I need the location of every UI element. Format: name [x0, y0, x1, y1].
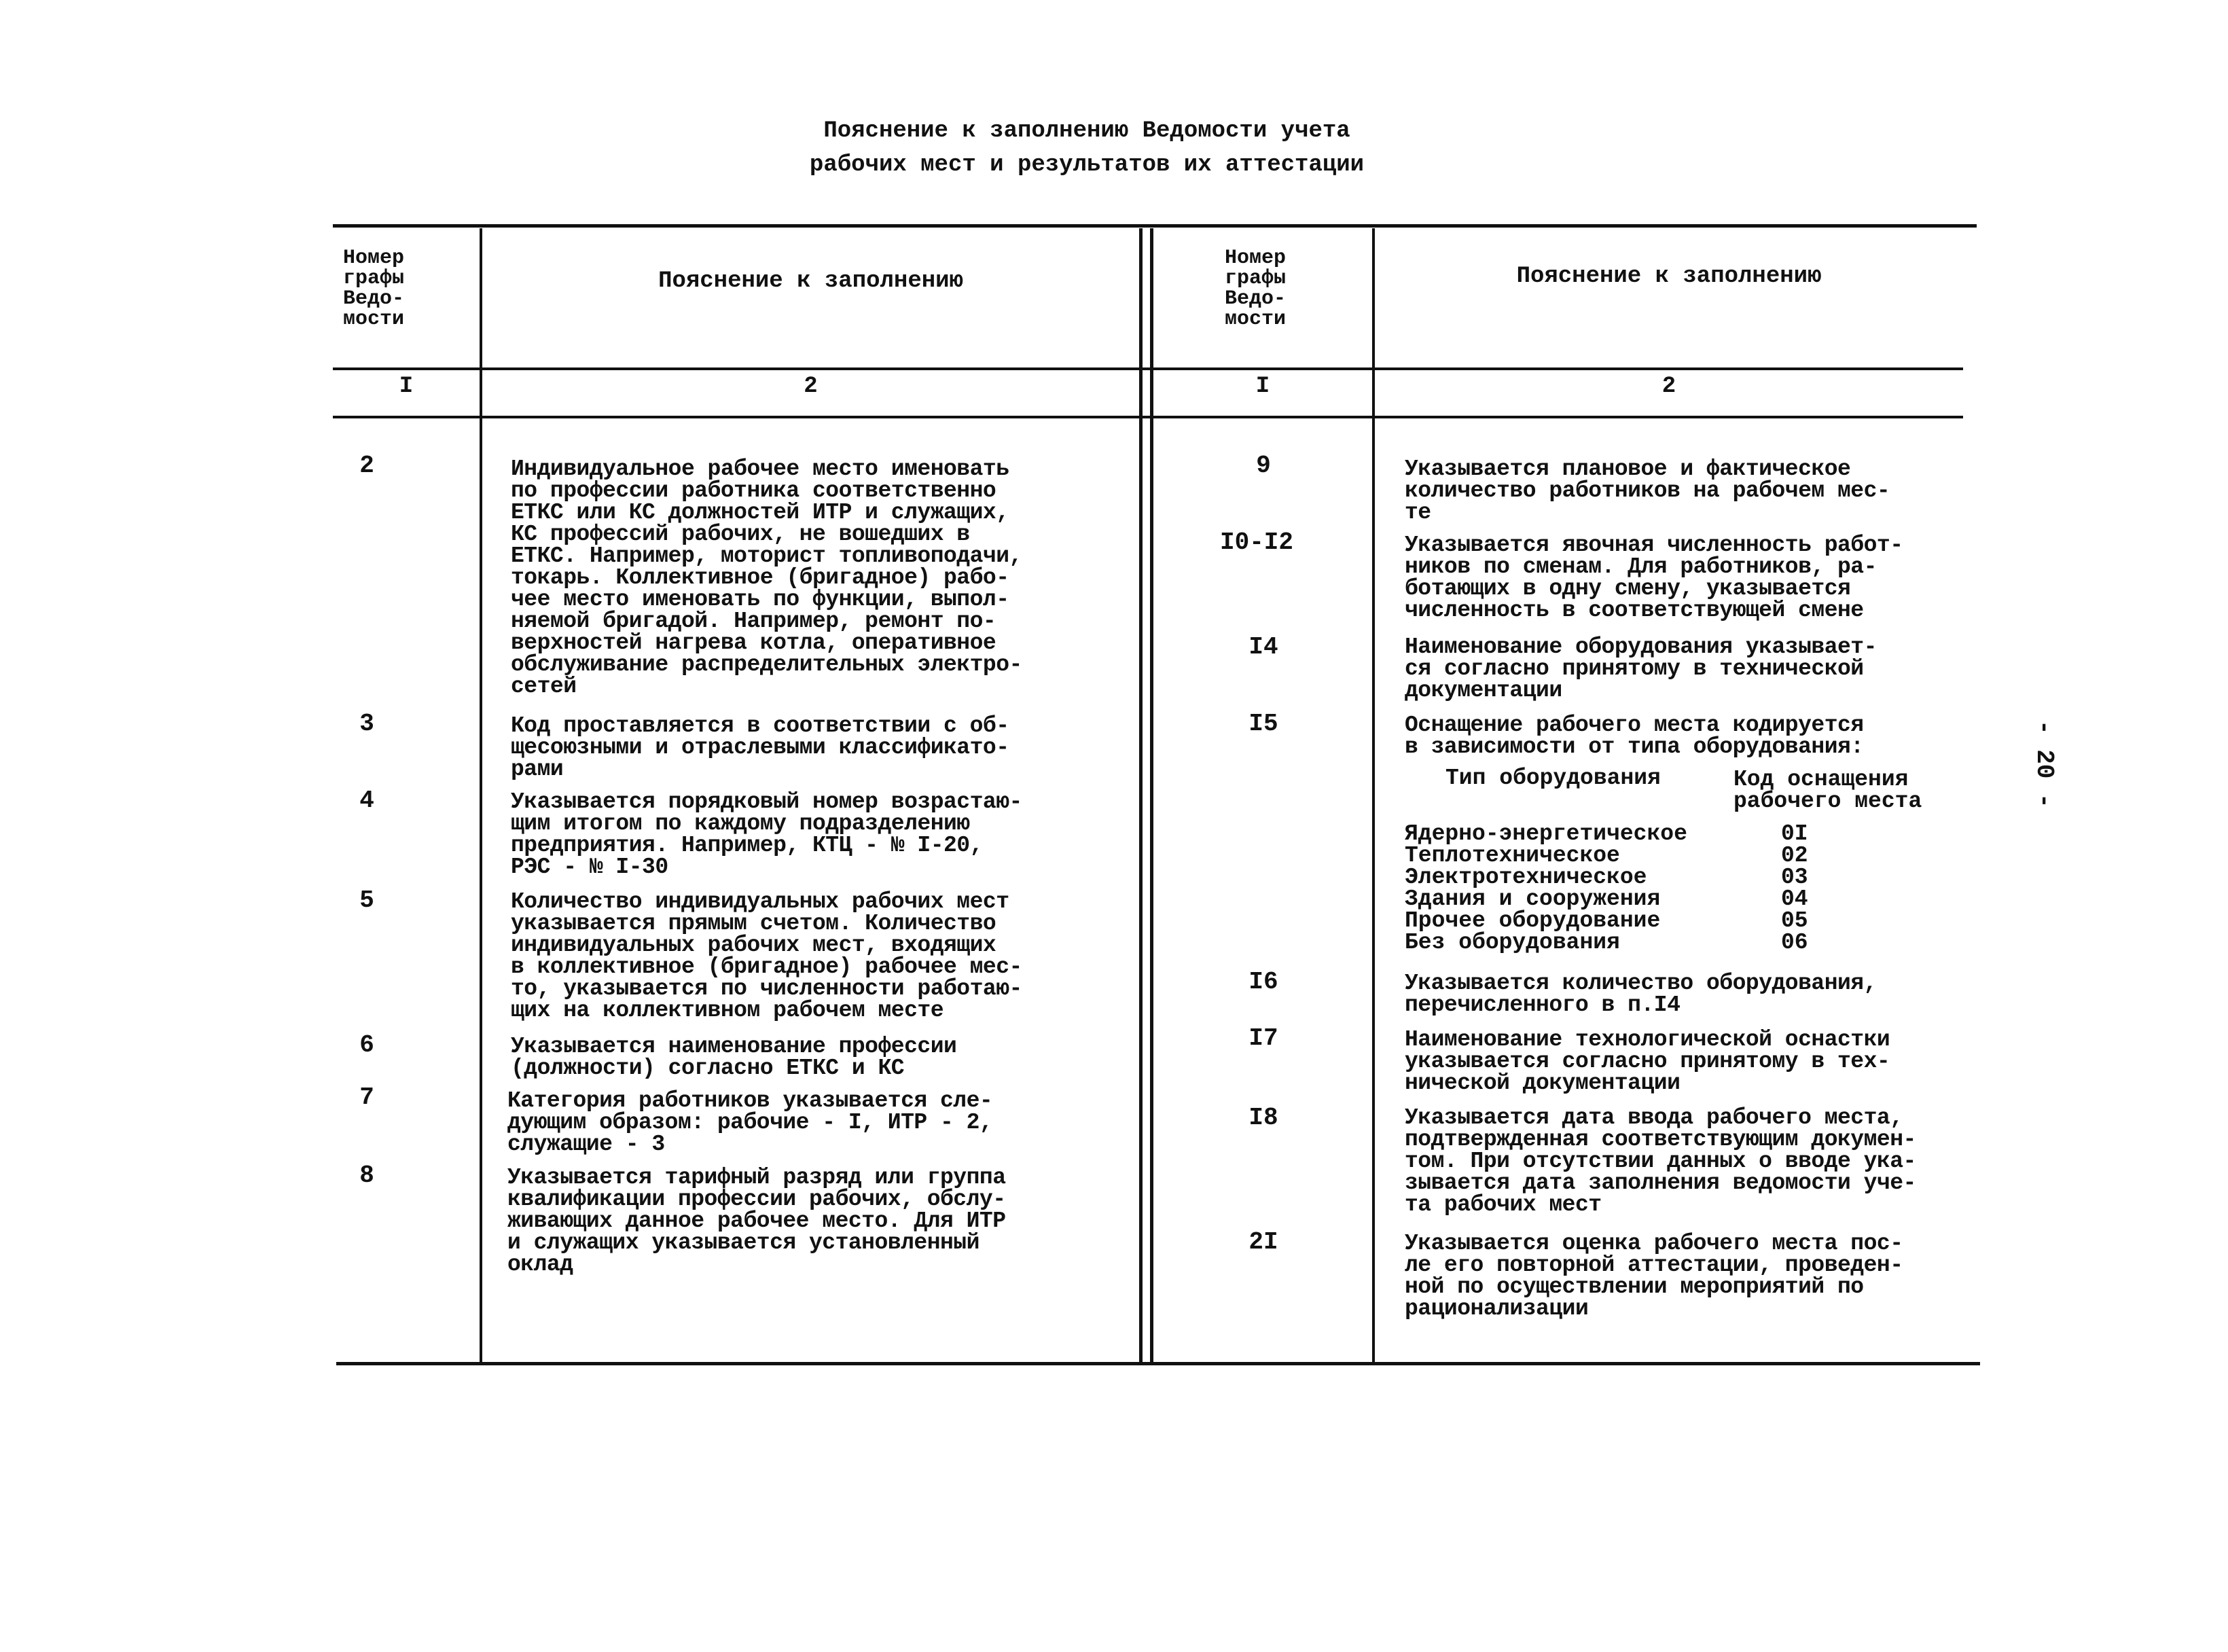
document-title-line-1: Пояснение к заполнению Ведомости учета: [823, 118, 1350, 144]
row-explanation: Количество индивидуальных рабочих мест указывается прямым счетом. Количество индивидуальных рабочих мест, входящих в коллективное (бригадное) рабочее мес- то, указывается по численности работаю- щих на коллективном рабочем месте: [511, 889, 1022, 1023]
header-explanation-right: Пояснение к заполнению: [1516, 264, 1822, 289]
row-explanation: Оснащение рабочего места кодируется в зависимости от типа оборудования:: [1405, 713, 1864, 759]
column-number-2-right: 2: [1661, 374, 1676, 399]
row-number: I7: [1248, 1024, 1278, 1052]
table-bottom-rule: [336, 1362, 1980, 1365]
equipment-type: Электротехническое: [1405, 865, 1647, 890]
equipment-code: 02: [1781, 843, 1808, 868]
row-explanation: Указывается тарифный разряд или группа квалификации профессии рабочих, обслу- живающих данное рабочее место. Для ИТР и служащих указывается установленный оклад: [507, 1165, 1006, 1277]
equipment-code: 0I: [1781, 821, 1808, 846]
row-number: 5: [359, 886, 374, 914]
row-explanation: Код проставляется в соответствии с об- щесоюзными и отраслевыми классификато- рами: [511, 713, 1009, 782]
row-explanation: Указывается оценка рабочего места пос- ле его повторной аттестации, проведен- ной по осуществлении мероприятий по рационализации: [1405, 1231, 1903, 1321]
row-number: 9: [1256, 452, 1271, 480]
row-number: 2I: [1248, 1228, 1278, 1256]
equipment-code-header: Код оснащения рабочего места: [1733, 767, 1922, 814]
row-number: 8: [359, 1162, 374, 1189]
row-explanation: Указывается явочная численность работ- ников по сменам. Для работников, ра- ботающих в одну смену, указывается численность в соответствующей смене: [1405, 533, 1903, 623]
equipment-type: Теплотехническое: [1405, 843, 1620, 868]
equipment-type: Ядерно-энергетическое: [1405, 821, 1687, 846]
row-number: 4: [359, 787, 374, 814]
column-number-1-right: I: [1255, 374, 1270, 399]
table-top-rule: [333, 224, 1977, 228]
row-number: 2: [359, 452, 374, 480]
row-number: I5: [1248, 710, 1278, 738]
header-column-number-left: Номер графы Ведо- мости: [343, 247, 405, 331]
document-title-line-2: рабочих мест и результатов их аттестации: [809, 152, 1365, 178]
equipment-type: Здания и сооружения: [1405, 886, 1661, 912]
row-explanation: Указывается дата ввода рабочего места, подтвержденная соответствующим докумен- том. При отсутствии данных о вводе ука- зывается дата заполнения ведомости уче- та рабочих мест: [1405, 1105, 1916, 1217]
row-number: I4: [1248, 633, 1278, 661]
equipment-type: Без оборудования: [1405, 930, 1620, 955]
column-number-separator: [333, 416, 1963, 418]
column-number-1-left: I: [399, 374, 414, 399]
header-column-number-right: Номер графы Ведо- мости: [1225, 247, 1287, 331]
row-number: 6: [359, 1031, 374, 1059]
row-explanation: Указывается порядковый номер возрастаю- щим итогом по каждому подразделению предприятия. Например, КТЦ - № I-20, РЭС - № I-30: [511, 789, 1022, 880]
row-number: 7: [359, 1083, 374, 1111]
page-number: - 20 -: [2030, 720, 2058, 808]
row-explanation: Индивидуальное рабочее место именовать по профессии работника соответственно ЕТКС или КС должностей ИТР и служащих, КС профессий рабочих, не вошедших в ЕТКС. Например, моторист топливоподачи, токарь. Коллективное (бригадное) рабо- чее место именовать по функции, выпол- няемой бригадой. Например, ремонт по- верхностей нагрева котла, оперативное обслуживание распределительных электро- сетей: [511, 456, 1022, 699]
equipment-type-header: Тип оборудования: [1445, 766, 1661, 791]
equipment-code: 04: [1781, 886, 1808, 912]
header-separator: [333, 367, 1963, 370]
equipment-code: 03: [1781, 865, 1808, 890]
equipment-type: Прочее оборудование: [1405, 908, 1661, 933]
row-explanation: Наименование оборудования указывает- ся согласно принятому в технической документации: [1405, 634, 1877, 703]
row-number: I0-I2: [1219, 528, 1294, 556]
row-explanation: Указывается плановое и фактическое количество работников на рабочем мес- те: [1405, 456, 1890, 525]
row-number: 3: [359, 710, 374, 738]
row-number: I6: [1248, 968, 1278, 996]
column-number-2-left: 2: [804, 374, 818, 399]
row-number: I8: [1248, 1104, 1278, 1132]
row-explanation: Указывается наименование профессии (должности) согласно ЕТКС и КС: [511, 1034, 957, 1081]
row-explanation: Наименование технологической оснастки указывается согласно принятому в тех- нической документации: [1405, 1027, 1890, 1096]
header-explanation-left: Пояснение к заполнению: [658, 268, 963, 294]
row-explanation: Указывается количество оборудования, перечисленного в п.I4: [1405, 971, 1877, 1018]
center-double-rule-a: [1139, 228, 1143, 1363]
equipment-code: 05: [1781, 908, 1808, 933]
row-explanation: Категория работников указывается сле- дующим образом: рабочие - I, ИТР - 2, служащие - 3: [507, 1088, 993, 1157]
equipment-code: 06: [1781, 930, 1808, 955]
